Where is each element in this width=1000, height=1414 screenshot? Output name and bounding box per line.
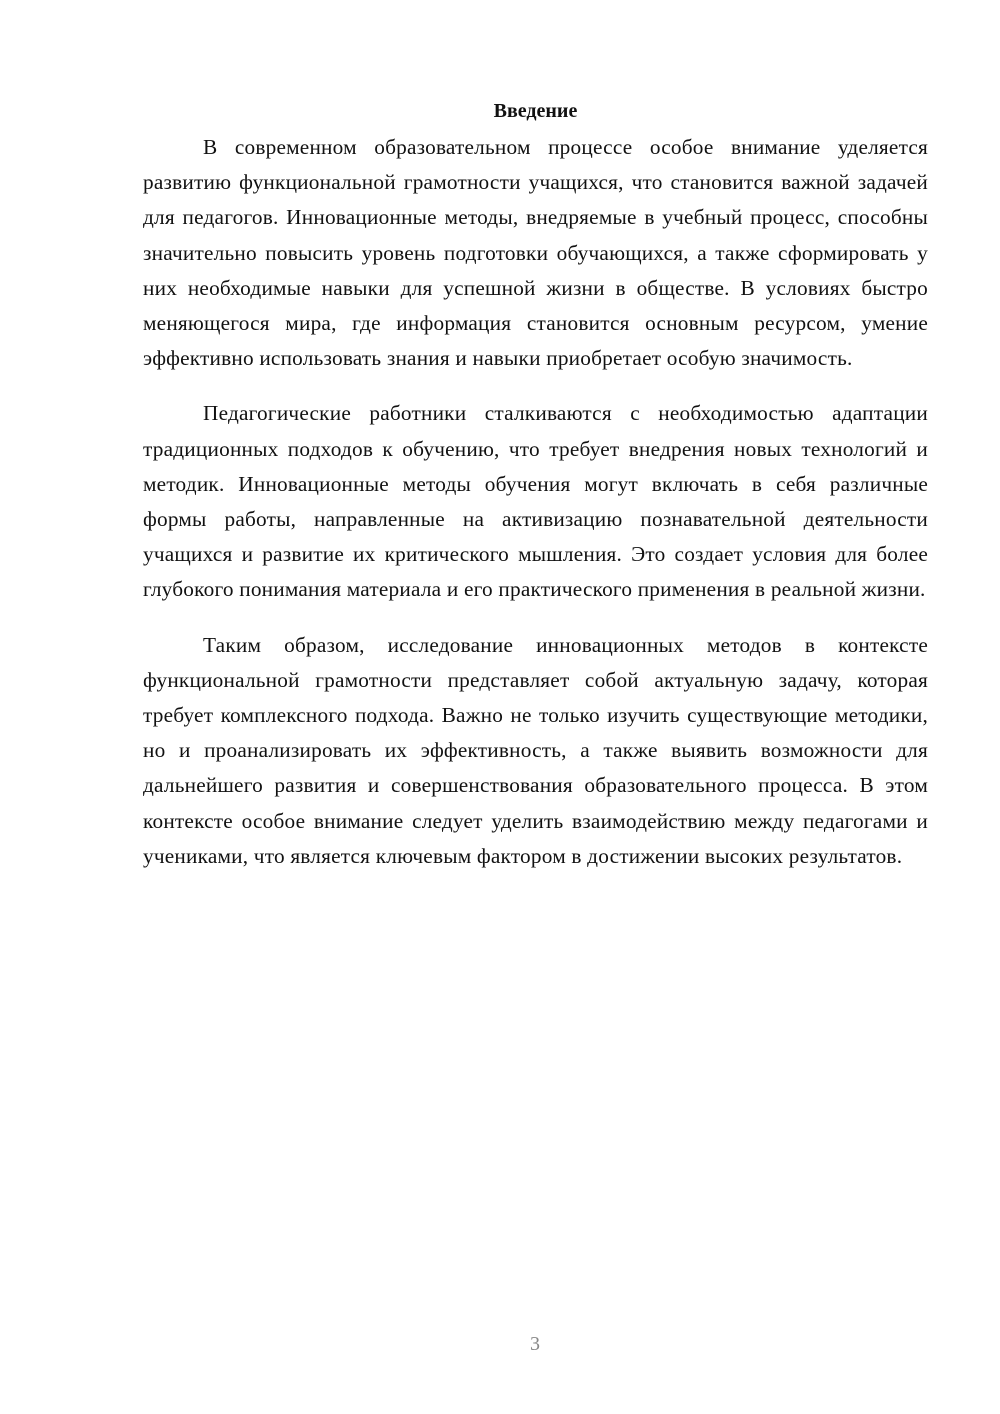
page-content [143, 94, 928, 894]
page-number: 3 [530, 1333, 540, 1355]
section-title: Введение [493, 100, 578, 122]
paragraph-3: Таким образом, исследование инновационных методов в контексте функциональной грамотности представляет собой актуальную задачу, которая требует комплексного подхода. Важно не только изучить существующие методики, но и проанализировать их эффективность, а также выявить возможности для дальнейшего развития и совершенствования образовательного процесса. В этом контексте особое внимание следует уделить взаимодействию между педагогами и учениками, что является ключевым фактором в достижении высоких результатов. [143, 632, 928, 868]
paragraph-1: В современном образовательном процессе особое внимание уделяется развитию функциональной грамотности учащихся, что становится важной задачей для педагогов. Инновационные методы, внедряемые в учебный процесс, способны значительно повысить уровень подготовки обучающихся, а также сформировать у них необходимые навыки для успешной жизни в обществе. В условиях быстро меняющегося мира, где информация становится основным ресурсом, умение эффективно использовать знания и навыки приобретает особую значимость. [143, 135, 928, 371]
paragraph-2: Педагогические работники сталкиваются с необходимостью адаптации традиционных подходов к обучению, что требует внедрения новых технологий и методик. Инновационные методы обучения могут включать в себя различные формы работы, направленные на активизацию познавательной деятельности учащихся и развитие их критического мышления. Это создает условия для более глубокого понимания материала и его практического применения в реальной жизни. [143, 401, 928, 602]
